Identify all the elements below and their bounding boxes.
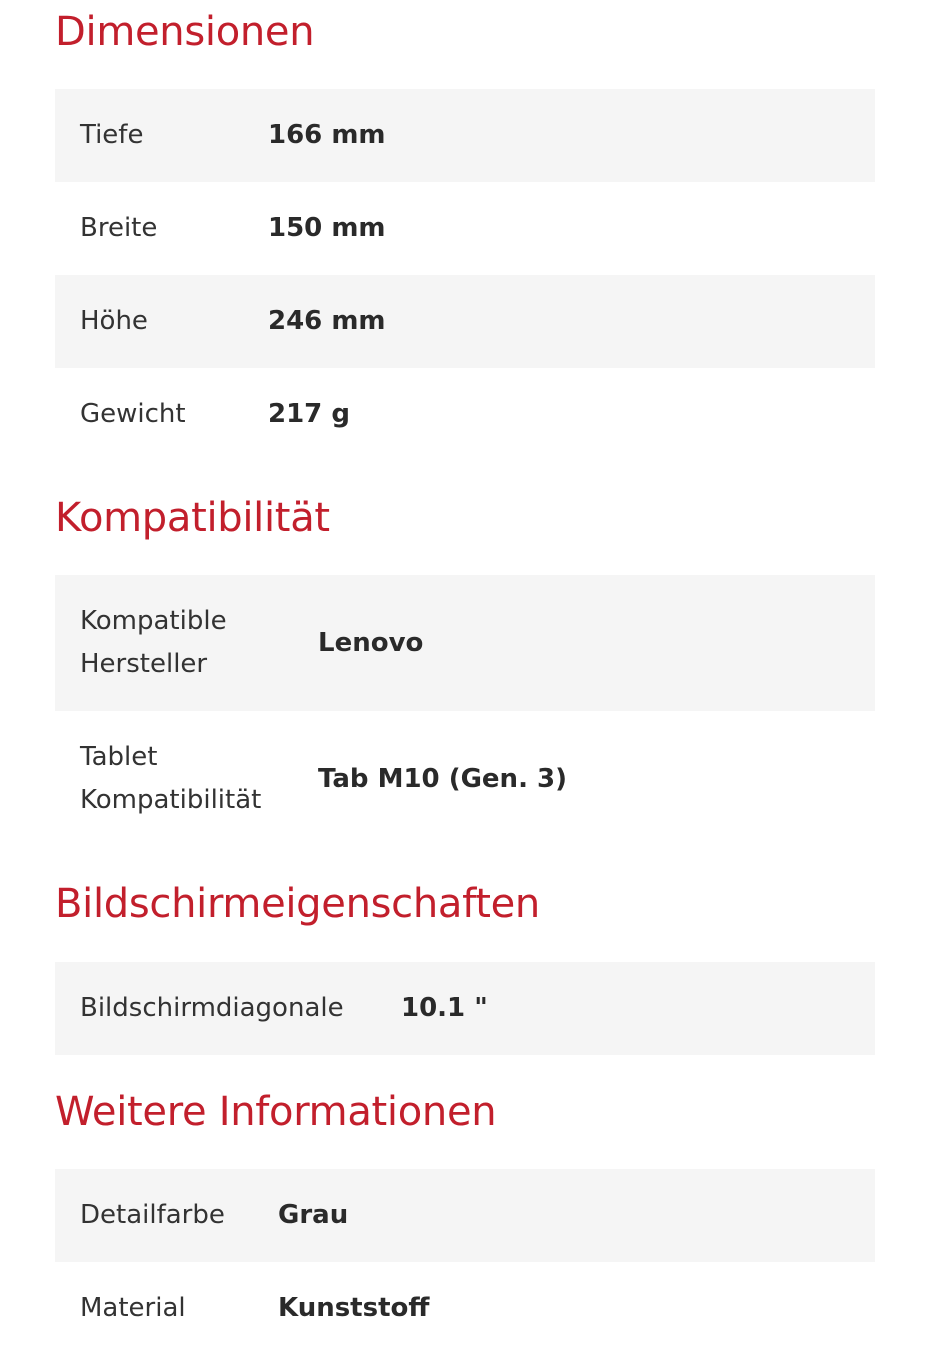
spec-value: Grau bbox=[278, 1200, 349, 1230]
spec-table bbox=[55, 89, 875, 461]
section-dimensions bbox=[55, 8, 875, 429]
spec-value: 217 g bbox=[268, 399, 350, 429]
spec-value: Lenovo bbox=[318, 627, 424, 658]
spec-label: Breite bbox=[80, 213, 158, 243]
spec-label: Gewicht bbox=[80, 399, 186, 429]
spec-row bbox=[55, 182, 875, 275]
section-display bbox=[55, 880, 875, 1023]
spec-value: Tab M10 (Gen. 3) bbox=[318, 763, 567, 794]
spec-value: 10.1 " bbox=[401, 993, 488, 1023]
section-title: Kompatibilität bbox=[55, 495, 330, 541]
spec-label: Detailfarbe bbox=[80, 1200, 225, 1230]
spec-row bbox=[55, 368, 875, 461]
spec-label: Kompatible Hersteller bbox=[80, 606, 227, 679]
spec-label: Tablet Kompatibilität bbox=[80, 742, 262, 815]
spec-value: 166 mm bbox=[268, 120, 386, 150]
spec-label: Bildschirmdiagonale bbox=[80, 993, 344, 1023]
spec-table bbox=[55, 962, 875, 1055]
spec-value: 150 mm bbox=[268, 213, 386, 243]
spec-table bbox=[55, 575, 875, 847]
section-more-info bbox=[55, 1088, 875, 1323]
spec-row bbox=[55, 575, 875, 711]
spec-row bbox=[55, 275, 875, 368]
spec-label: Material bbox=[80, 1293, 186, 1323]
spec-row bbox=[55, 711, 875, 847]
spec-row bbox=[55, 1169, 875, 1262]
section-title: Weitere Informationen bbox=[55, 1089, 497, 1135]
section-compatibility bbox=[55, 494, 875, 815]
spec-label: Höhe bbox=[80, 306, 148, 336]
spec-label: Tiefe bbox=[80, 120, 144, 150]
section-title: Dimensionen bbox=[55, 9, 315, 55]
spec-value: 246 mm bbox=[268, 306, 386, 336]
section-title: Bildschirmeigenschaften bbox=[55, 881, 540, 927]
spec-table bbox=[55, 1169, 875, 1355]
spec-value: Kunststoff bbox=[278, 1293, 430, 1323]
spec-row bbox=[55, 1262, 875, 1355]
spec-row bbox=[55, 962, 875, 1055]
spec-row bbox=[55, 89, 875, 182]
